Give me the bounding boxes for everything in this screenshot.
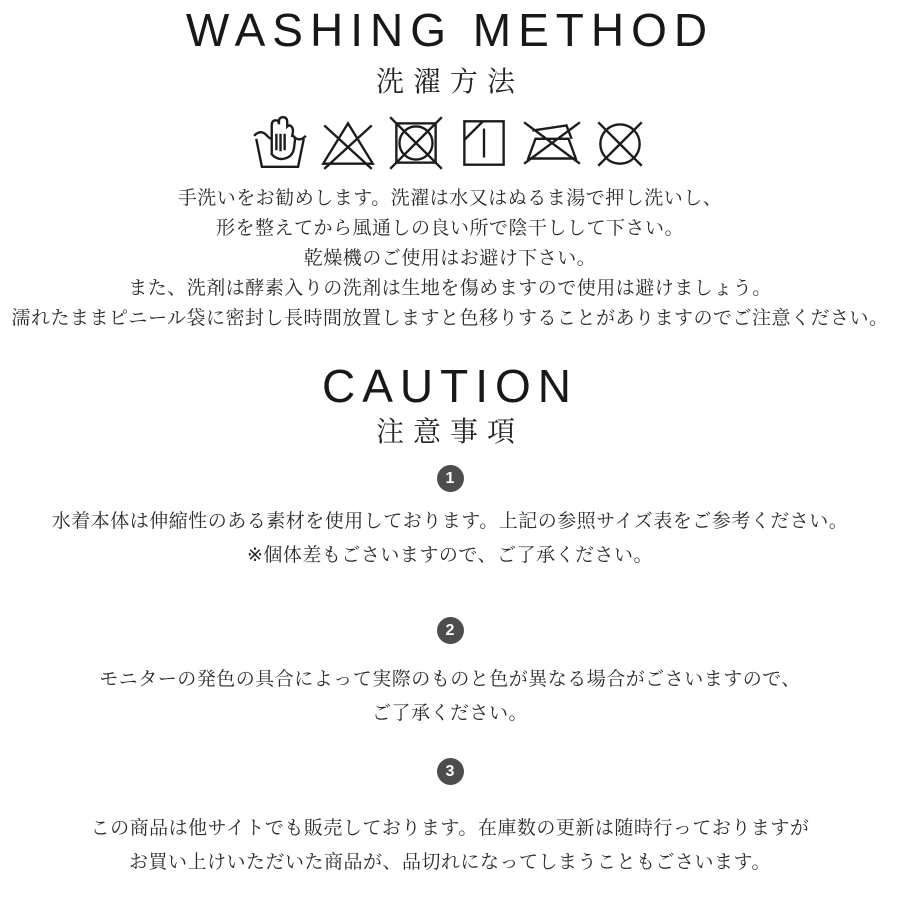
- shade-hang-dry-icon: [453, 112, 515, 174]
- do-not-iron-icon: [521, 112, 583, 174]
- caution-item-3-text: [0, 812, 900, 880]
- washing-method-title: WASHING METHOD: [185, 4, 715, 56]
- do-not-tumble-dry-icon: [385, 112, 447, 174]
- washing-instructions: [0, 184, 900, 334]
- washing-instruction-line: 形を整えてから風通しの良い所で陰干しして下さい。: [215, 218, 684, 240]
- caution-item-line: ご了承ください。: [371, 703, 528, 725]
- do-not-dry-clean-icon: [589, 112, 651, 174]
- caution-item-2-badge: 2: [437, 617, 464, 644]
- caution-item-line: モニターの発色の具合によって実際のものと色が異なる場合がごさいますので、: [99, 669, 801, 691]
- caution-item-1-text: [0, 505, 900, 573]
- care-symbols-row: [0, 111, 900, 175]
- washing-instruction-line: 手洗いをお勧めします。洗濯は水又はぬるま湯で押し洗いし、: [177, 188, 723, 210]
- caution-item-line: 水着本体は伸縮性のある素材を使用しております。上記の参照サイズ表をご参考ください。: [51, 511, 849, 533]
- caution-section: [0, 361, 900, 880]
- caution-item-2-text: [0, 663, 900, 731]
- caution-item-1-badge: 1: [437, 465, 464, 492]
- caution-item-line: お買い上けいただいた商品が、品切れになってしまうこともごさいます。: [129, 852, 771, 874]
- do-not-bleach-icon: [317, 112, 379, 174]
- caution-title: CAUTION: [322, 360, 578, 413]
- washing-instruction-line: 乾燥機のご使用はお避け下さい。: [303, 248, 597, 270]
- washing-method-subtitle-ja: 洗濯方法: [375, 65, 524, 97]
- caution-item-line: ※個体差もごさいますので、ご了承ください。: [246, 545, 654, 567]
- caution-item-line: この商品は他サイトでも販売しております。在庫数の更新は随時行っておりますが: [90, 818, 810, 840]
- caution-subtitle-ja: 注意事項: [375, 415, 524, 447]
- washing-instruction-line: また、洗剤は酵素入りの洗剤は生地を傷めますので使用は避けましょう。: [128, 278, 772, 300]
- caution-item-3-badge: 3: [437, 758, 464, 785]
- hand-wash-icon: [249, 112, 311, 174]
- washing-instruction-line: 濡れたままピニール袋に密封し長時間放置しますと色移りすることがありますのでご注意ください。: [11, 308, 889, 330]
